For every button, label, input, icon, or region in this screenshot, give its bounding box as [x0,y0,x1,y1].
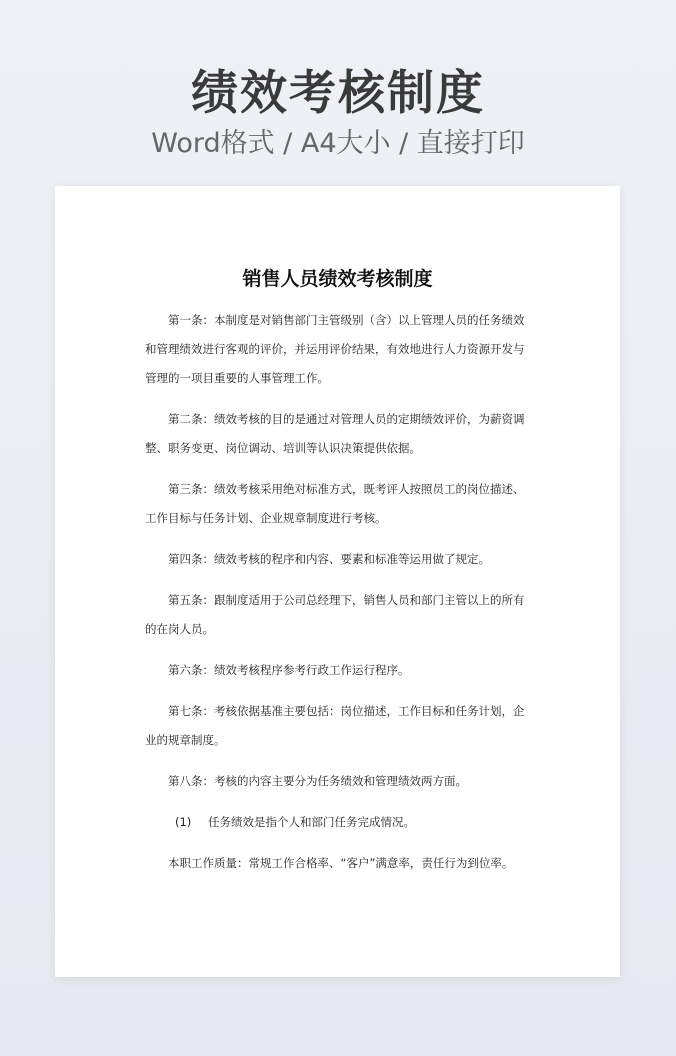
article-2: 第二条：绩效考核的目的是通过对管理人员的定期绩效评价，为薪资调整、职务变更、岗位调动、培训等认识决策提供依据。 [145,412,525,455]
banner-subtitle: Word格式 / A4大小 / 直接打印 [151,128,525,159]
list-item-number: (1) [175,815,192,829]
banner-title: 绩效考核制度 [191,66,485,121]
article-5: 第五条：跟制度适用于公司总经理下，销售人员和部门主管以上的所有的在岗人员。 [145,593,525,636]
article-8: 第八条：考核的内容主要分为任务绩效和管理绩效两方面。 [168,774,467,788]
article-6: 第六条：绩效考核程序参考行政工作运行程序。 [168,663,410,677]
article-1: 第一条：本制度是对销售部门主管级别（含）以上管理人员的任务绩效和管理绩效进行客观的评价，并运用评价结果，有效地进行人力资源开发与管理的一项目重要的人事管理工作。 [145,313,525,385]
list-item-text: 任务绩效是指个人和部门任务完成情况。 [208,815,415,829]
document-title: 销售人员绩效考核制度 [242,268,433,290]
document-body [145,306,525,890]
article-3: 第三条：绩效考核采用绝对标准方式，既考评人按照员工的岗位描述、工作目标与任务计划、企业规章制度进行考核。 [145,482,525,525]
work-quality-paragraph: 本职工作质量：常规工作合格率、“客户”满意率，责任行为到位率。 [168,856,514,870]
list-item-1 [145,808,525,837]
banner [0,64,676,162]
document-page [55,186,620,977]
article-7: 第七条：考核依据基准主要包括：岗位描述，工作目标和任务计划，企业的规章制度。 [145,704,525,747]
article-4: 第四条：绩效考核的程序和内容、要素和标准等运用做了规定。 [168,552,490,566]
